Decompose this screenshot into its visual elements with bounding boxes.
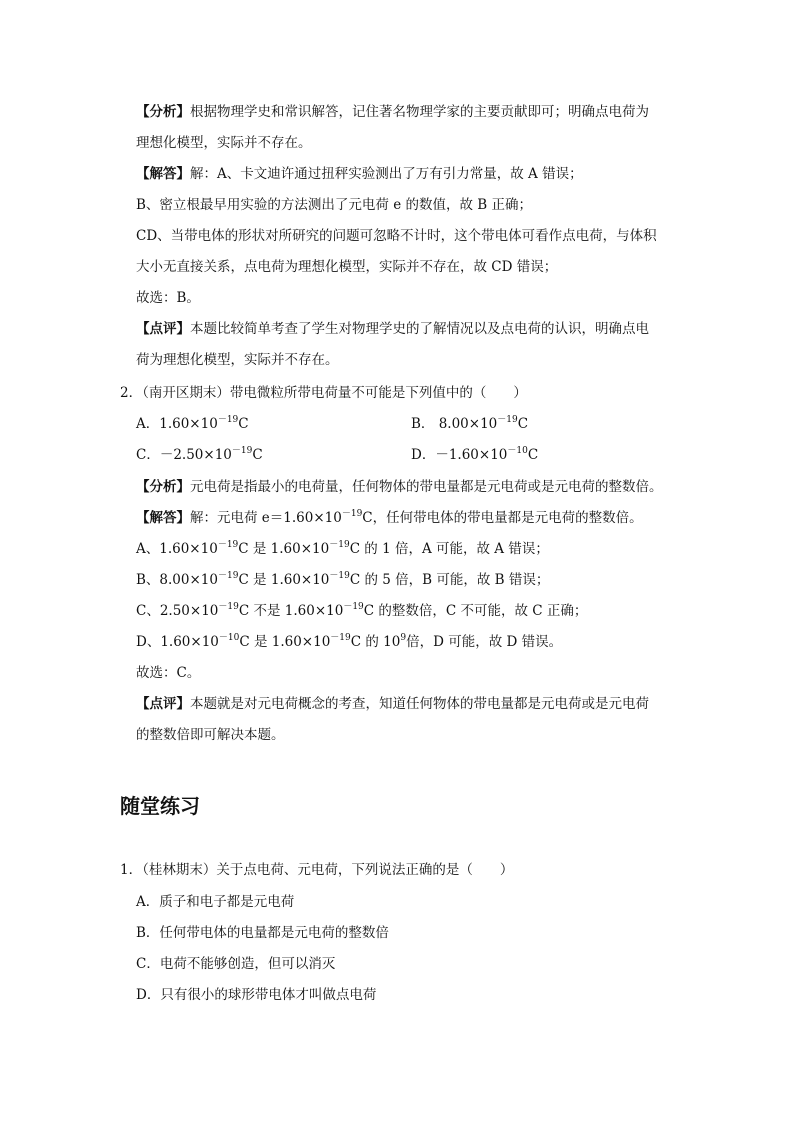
answer-tag: 【解答】 (136, 166, 190, 182)
answer-line-b: B、密立根最早用实验的方法测出了元电荷 e 的数值，故 B 正确； (136, 197, 532, 213)
comment-paragraph (136, 694, 649, 714)
analysis-tag: 【分析】 (136, 479, 190, 495)
answer-line-d: D、$1.60\times 10^{-10}C$ 是 $1.60\times 10^{-19}C$ 的 $10^9$倍，D 可能，故 D 错误。 (136, 633, 563, 650)
option-c: C．电荷不能够创造，但可以消灭 (136, 956, 336, 972)
analysis-paragraph (136, 102, 649, 122)
analysis-paragraph (136, 477, 663, 497)
answer-line-cd: CD、当带电体的形状对所研究的问题可忽略不计时，这个带电体可看作点电荷，与体积 (136, 228, 657, 244)
option-d: D．只有很小的球形带电体才叫做点电荷 (136, 987, 377, 1003)
final-choice: 故选：B。 (136, 290, 200, 306)
answer-line-b: B、$8.00\times 10^{-19}C$ 是 $1.60\times 10^{-19}C$ 的 5 倍，B 可能，故 B 错误； (136, 571, 550, 588)
question-stem: 1．（桂林期末）关于点电荷、元电荷，下列说法正确的是（ ） (120, 862, 514, 878)
option-d: D．$-1.60\times 10^{-10}C$ (411, 446, 539, 463)
answer-line-cd-cont: 大小无直接关系，点电荷为理想化模型，实际并不存在，故 CD 错误； (136, 259, 558, 275)
option-c: C．$-2.50\times 10^{-19}C$ (136, 446, 263, 463)
comment-text: 本题就是对元电荷概念的考查，知道任何物体的带电量都是元电荷或是元电荷 (190, 696, 649, 712)
comment-tag: 【点评】 (136, 321, 190, 337)
answer-text: 解：A、卡文迪许通过扭秤实验测出了万有引力常量，故 A 错误； (190, 166, 583, 182)
answer-line-c: C、$2.50\times 10^{-19}C$ 不是 $1.60\times 10^{-19}C$ 的整数倍，C 不可能，故 C 正确； (136, 602, 588, 619)
comment-paragraph (136, 319, 649, 339)
analysis-tag: 【分析】 (136, 104, 190, 120)
comment-text-cont: 的整数倍即可解决本题。 (136, 727, 285, 743)
comment-text: 本题比较简单考查了学生对物理学史的了解情况以及点电荷的认识，明确点电 (190, 321, 649, 337)
option-a: A．质子和电子都是元电荷 (136, 894, 295, 910)
analysis-text-cont: 理想化模型，实际并不存在。 (136, 135, 312, 151)
option-b: B． $8.00\times 10^{-19}C$ (411, 415, 529, 432)
section-heading: 随堂练习 (120, 794, 200, 818)
comment-tag: 【点评】 (136, 696, 190, 712)
analysis-text: 元电荷是指最小的电荷量，任何物体的带电量都是元电荷或是元电荷的整数倍。 (190, 479, 663, 495)
question-stem: 2．（南开区期末）带电微粒所带电荷量不可能是下列值中的（ ） (120, 385, 527, 401)
answer-line-a: A、$1.60\times 10^{-19}C$ 是 $1.60\times 10^{-19}C$ 的 1 倍，A 可能，故 A 错误； (136, 540, 549, 557)
option-a: A．$1.60\times 10^{-19}C$ (136, 415, 249, 432)
answer-tag: 【解答】 (136, 510, 190, 526)
answer-paragraph: 【解答】解：元电荷 $e=1.60\times 10^{-19}C$，任何带电体的带电量都是元电荷的整数倍。 (136, 509, 643, 526)
answer-paragraph (136, 164, 583, 184)
analysis-text: 根据物理学史和常识解答，记住著名物理学家的主要贡献即可；明确点电荷为 (190, 104, 649, 120)
option-b: B．任何带电体的电量都是元电荷的整数倍 (136, 925, 389, 941)
final-choice: 故选：C。 (136, 665, 201, 681)
comment-text-cont: 荷为理想化模型，实际并不存在。 (136, 352, 339, 368)
